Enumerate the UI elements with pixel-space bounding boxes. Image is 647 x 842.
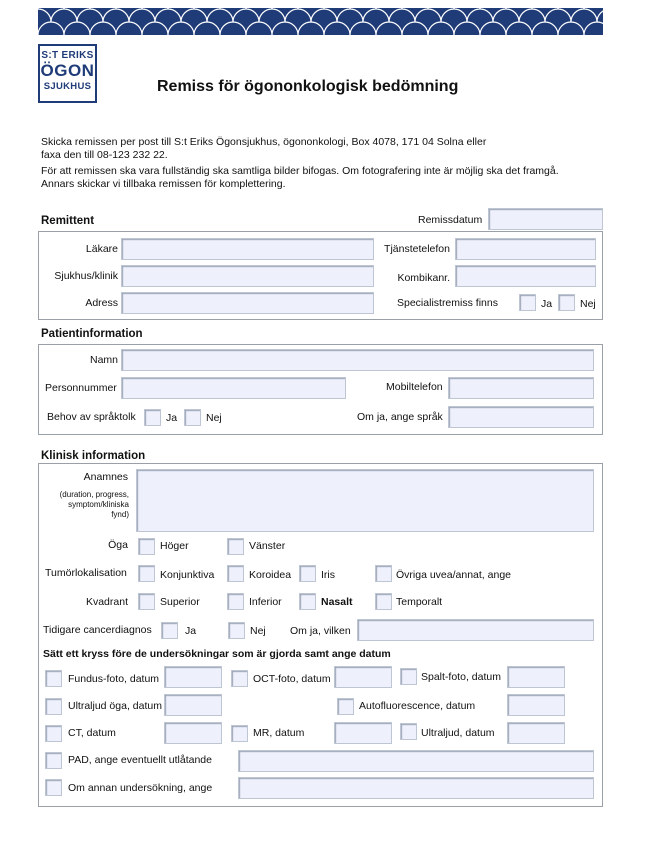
pad-checkbox[interactable] (45, 752, 62, 769)
omJaVilken-label: Om ja, vilken (290, 625, 351, 637)
specialistremiss-nej-checkbox[interactable] (558, 294, 575, 311)
intro-line: För att remissen ska vara fullständig ska samtliga bilder bifogas. Om fotografering inte är möjlig ska det framgå. (41, 165, 559, 177)
sprakTolk-ja-label: Ja (166, 412, 178, 424)
logo-line-3: SJUKHUS (43, 81, 92, 92)
kombikanr-field[interactable] (455, 265, 596, 287)
angeSprak-field[interactable] (448, 406, 594, 428)
anamnes-label: Anamnes (83, 471, 128, 483)
lakare-label: Läkare (85, 243, 118, 255)
fundus-checkbox[interactable] (45, 670, 62, 687)
ultraljud-label: Ultraljud, datum (421, 727, 495, 739)
spalt-label: Spalt-foto, datum (421, 671, 501, 683)
ovriga-checkbox[interactable] (375, 565, 392, 582)
specialistremiss-label: Specialistremiss finns (397, 297, 498, 309)
oct-date-field[interactable] (334, 666, 392, 688)
oga-vanster-label: Vänster (249, 540, 286, 552)
superior-label: Superior (160, 596, 200, 608)
tidigareCancer-nej-checkbox[interactable] (228, 622, 245, 639)
anamnes-hint-line: symptom/kliniska (68, 500, 129, 509)
oga-hoger-label: Höger (160, 540, 189, 552)
intro-paragraph-1 (41, 136, 581, 161)
sprakTolk-label: Behov av språktolk (47, 411, 136, 423)
omJaVilken-field[interactable] (357, 619, 594, 641)
remissdatum-label: Remissdatum (418, 214, 483, 226)
anamnes-hint (40, 490, 129, 520)
logo-line-1: S:T ERIKS (41, 50, 94, 61)
adress-label: Adress (85, 297, 118, 309)
tjanstetelefon-label: Tjänstetelefon (384, 243, 450, 255)
temporalt-checkbox[interactable] (375, 593, 392, 610)
autofluorescence-label: Autofluorescence, datum (359, 700, 476, 712)
specialistremiss-ja-checkbox[interactable] (519, 294, 536, 311)
lakare-field[interactable] (121, 238, 374, 260)
ct-label: CT, datum (68, 727, 116, 739)
superior-checkbox[interactable] (138, 593, 155, 610)
angeSprak-label: Om ja, ange språk (357, 411, 443, 423)
mr-checkbox[interactable] (231, 725, 248, 742)
inferior-checkbox[interactable] (227, 593, 244, 610)
iris-label: Iris (321, 569, 335, 581)
autofluorescence-checkbox[interactable] (337, 698, 354, 715)
koroidea-checkbox[interactable] (227, 565, 244, 582)
tidigareCancer-label: Tidigare cancerdiagnos (43, 624, 152, 636)
ultraljudOga-label: Ultraljud öga, datum (68, 700, 162, 712)
remissdatum-field[interactable] (488, 208, 603, 230)
intro-line: Skicka remissen per post till S:t Eriks Ögonsjukhus, ögononkologi, Box 4078, 171 04 Solna eller (41, 136, 487, 148)
oga-label: Öga (108, 539, 128, 551)
adress-field[interactable] (121, 292, 374, 314)
logo (38, 44, 97, 103)
anamnes-hint-line: fynd) (111, 510, 129, 519)
sjukhus-field[interactable] (121, 265, 374, 287)
anamnes-hint-line: (duration, progress, (59, 490, 129, 499)
mobiltelefon-label: Mobiltelefon (386, 381, 443, 393)
sprakTolk-ja-checkbox[interactable] (144, 409, 161, 426)
ultraljud-checkbox[interactable] (400, 723, 417, 740)
fundus-date-field[interactable] (164, 666, 222, 688)
oga-hoger-checkbox[interactable] (138, 538, 155, 555)
nasalt-checkbox[interactable] (299, 593, 316, 610)
sjukhus-label: Sjukhus/klinik (54, 270, 118, 282)
mr-label: MR, datum (253, 727, 305, 739)
tidigareCancer-ja-checkbox[interactable] (161, 622, 178, 639)
anamnes-textarea[interactable] (136, 469, 594, 532)
autofluorescence-date-field[interactable] (507, 694, 565, 716)
spalt-checkbox[interactable] (400, 668, 417, 685)
intro-line: Annars skickar vi tillbaka remissen för komplettering. (41, 177, 286, 190)
page-title: Remiss för ögononkologisk bedömning (157, 78, 459, 95)
mr-date-field[interactable] (334, 722, 392, 744)
tjanstetelefon-field[interactable] (455, 238, 596, 260)
logo-line-2: ÖGON (40, 61, 95, 80)
inferior-label: Inferior (249, 596, 282, 608)
ct-date-field[interactable] (164, 722, 222, 744)
remittent-title: Remittent (41, 215, 95, 227)
tidigareCancer-nej-label: Nej (250, 625, 266, 637)
fundus-label: Fundus-foto, datum (68, 673, 160, 685)
sprakTolk-nej-checkbox[interactable] (184, 409, 201, 426)
temporalt-label: Temporalt (396, 596, 443, 608)
annan-field[interactable] (238, 777, 594, 799)
spalt-date-field[interactable] (507, 666, 565, 688)
patient-title: Patientinformation (41, 328, 143, 340)
wave-pattern (38, 8, 603, 35)
specialistremiss-ja-label: Ja (541, 298, 553, 310)
sprakTolk-nej-label: Nej (206, 412, 222, 424)
mobiltelefon-field[interactable] (448, 377, 594, 399)
iris-checkbox[interactable] (299, 565, 316, 582)
oct-checkbox[interactable] (231, 670, 248, 687)
intro-line: faxa den till 08-123 232 22. (41, 148, 168, 161)
intro-paragraph-2 (41, 165, 581, 190)
nasalt-label: Nasalt (321, 596, 353, 608)
pad-label: PAD, ange eventuellt utlåtande (68, 754, 212, 766)
kombikanr-label: Kombikanr. (397, 272, 450, 284)
undersokningar-title: Sätt ett kryss före de undersökningar som är gjorda samt ange datum (43, 648, 391, 660)
personnummer-field[interactable] (121, 377, 346, 399)
ct-checkbox[interactable] (45, 725, 62, 742)
ultraljud-date-field[interactable] (507, 722, 565, 744)
ultraljudOga-checkbox[interactable] (45, 698, 62, 715)
header-banner (38, 8, 603, 35)
namn-field[interactable] (121, 349, 594, 371)
specialistremiss-nej-label: Nej (580, 298, 596, 310)
klinisk-title: Klinisk information (41, 450, 146, 462)
tidigareCancer-ja-label: Ja (185, 625, 197, 637)
personnummer-label: Personnummer (45, 382, 117, 394)
konjunktiva-label: Konjunktiva (160, 569, 215, 581)
koroidea-label: Koroidea (249, 569, 292, 581)
namn-label: Namn (89, 354, 118, 366)
annan-label: Om annan undersökning, ange (68, 782, 213, 794)
ultraljudOga-date-field[interactable] (164, 694, 222, 716)
oga-vanster-checkbox[interactable] (227, 538, 244, 555)
tumorlokalisation-label: Tumörlokalisation (45, 567, 127, 579)
pad-field[interactable] (238, 750, 594, 772)
oct-label: OCT-foto, datum (253, 673, 331, 685)
konjunktiva-checkbox[interactable] (138, 565, 155, 582)
ovriga-label: Övriga uvea/annat, ange (396, 569, 511, 581)
kvadrant-label: Kvadrant (85, 596, 128, 608)
annan-checkbox[interactable] (45, 779, 62, 796)
